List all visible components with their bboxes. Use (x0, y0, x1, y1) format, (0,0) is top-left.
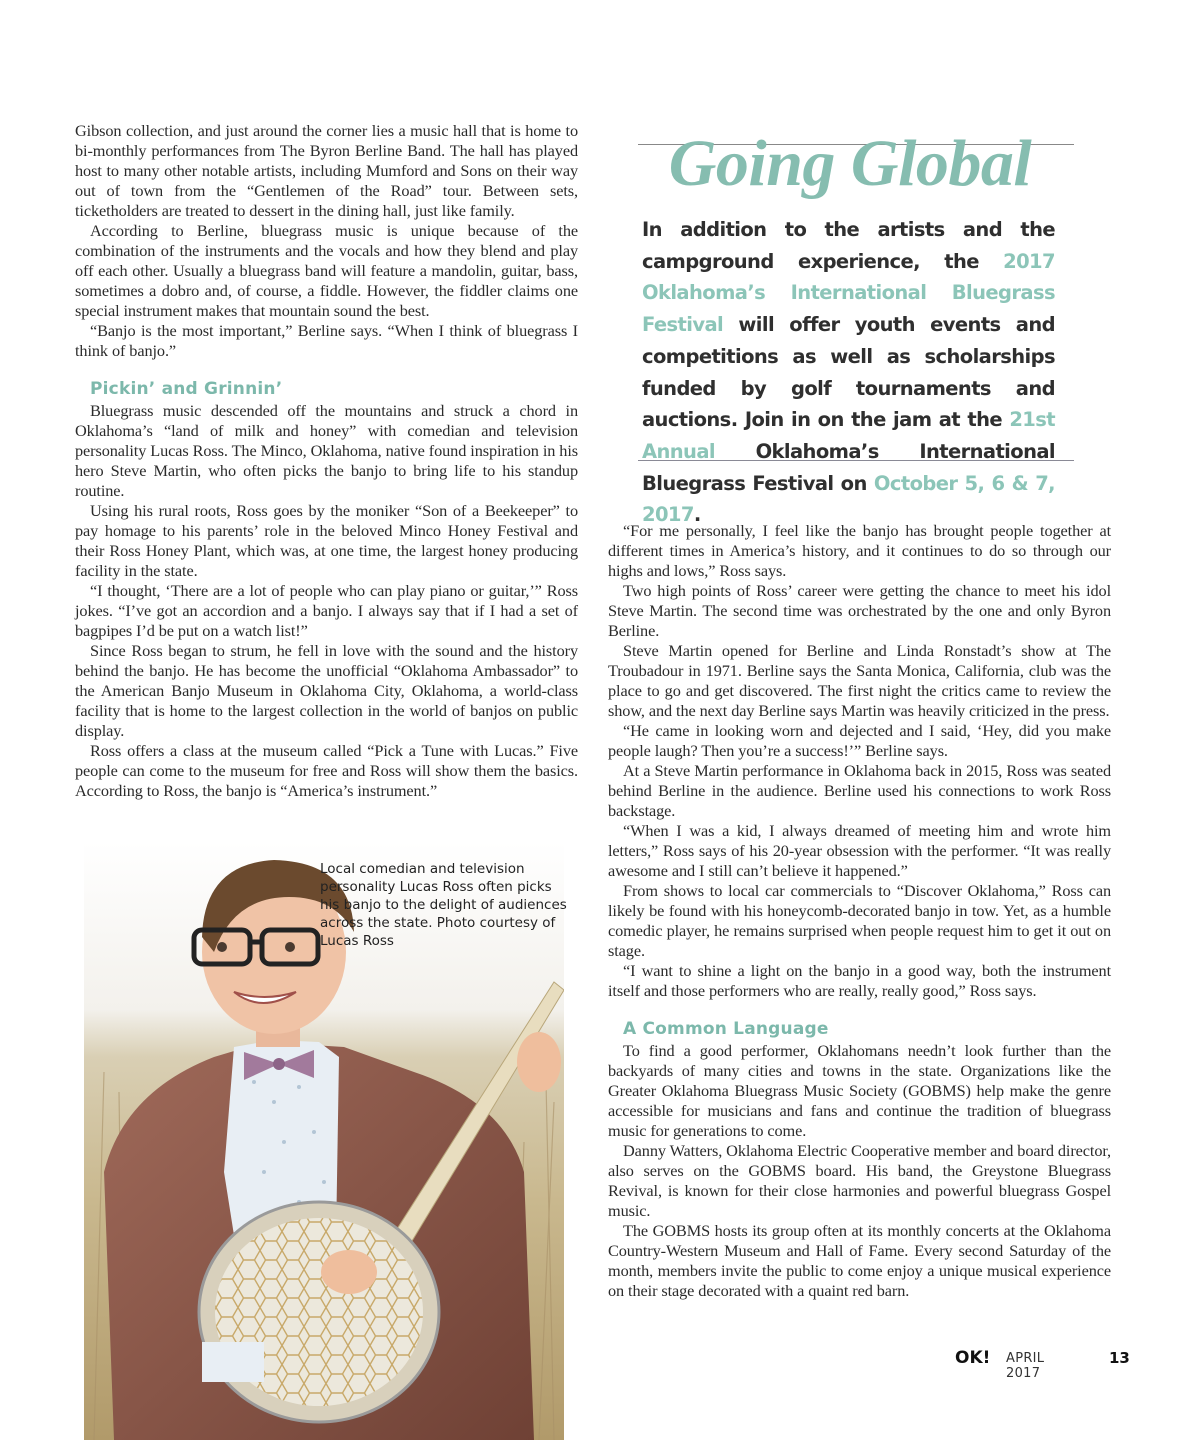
page-number: 13 (1109, 1349, 1130, 1367)
paragraph: Danny Watters, Oklahoma Electric Cooperative member and board director, also serves on the GOBMS board. His band, the Greystone Bluegrass Revival, is known for their close harmonies and powerful bluegrass Gospel music. (608, 1141, 1111, 1220)
section-subhead-common-language: A Common Language (623, 1019, 829, 1039)
paragraph: The GOBMS hosts its group often at its monthly concerts at the Oklahoma Country-Western Museum and Hall of Fame. Every second Saturday of the month, members invite the public to come enjoy a unique musical experience on their stage decorated with a quaint red barn. (608, 1221, 1111, 1300)
going-global-sidebar (638, 127, 1074, 527)
paragraph: “For me personally, I feel like the banjo has brought people together at different times in America’s history, and it continues to do so through our highs and lows,” Ross says. (608, 521, 1111, 580)
section-subhead-pickin: Pickin’ and Grinnin’ (90, 379, 283, 399)
left-article-column (75, 121, 578, 801)
paragraph: Gibson collection, and just around the corner lies a music hall that is home to bi-monthly performances from The Byron Berline Band. The hall has played host to many other notable artists, including Mumford and Sons on their way out of town from the “Gentlemen of the Road” tour. Between sets, ticketholders are treated to dessert in the dining hall, just like family. (75, 121, 578, 220)
right-article-column (608, 521, 1111, 1301)
paragraph: Bluegrass music descended off the mountains and struck a chord in Oklahoma’s “land of milk and honey” with comedian and television personality Lucas Ross. The Minco, Oklahoma, native found inspiration in his hero Steve Martin, who often picks the banjo to bring life to his standup routine. (75, 401, 578, 500)
sidebar-bottom-rule (638, 460, 1074, 461)
paragraph: “Banjo is the most important,” Berline says. “When I think of bluegrass I think of banjo.” (75, 321, 578, 360)
paragraph: “I thought, ‘There are a lot of people who can play piano or guitar,’” Ross jokes. “I’ve got an accordion and a banjo. I always say that if I had a set of bagpipes I’d be put on a watch list!” (75, 581, 578, 640)
paragraph: From shows to local car commercials to “Discover Oklahoma,” Ross can likely be found with his honeycomb-decorated banjo in tow. Yet, as a humble comedic player, he remains surprised when people request him to get it out on stage. (608, 881, 1111, 960)
festival-dates-highlight: October 5, 6 & 7, 2017 (642, 471, 1055, 527)
issue-date: APRIL 2017 (1006, 1351, 1045, 1381)
photo-caption: Local comedian and television personality Lucas Ross often picks his banjo to the delight of audiences across the state. Photo courtesy of Lucas Ross (320, 861, 567, 949)
paragraph: At a Steve Martin performance in Oklahoma back in 2015, Ross was seated behind Berline in the audience. Berline used his connections to work Ross backstage. (608, 761, 1111, 820)
festival-name-highlight: 2017 Oklahoma’s International Bluegrass Festival (642, 249, 1055, 337)
paragraph: Using his rural roots, Ross goes by the moniker “Son of a Beekeeper” to pay homage to his parents’ role in the beloved Minco Honey Festival and their Ross Honey Plant, which was, at one time, the largest honey producing facility in the state. (75, 501, 578, 580)
paragraph: Two high points of Ross’ career were getting the chance to meet his idol Steve Martin. The second time was orchestrated by the one and only Byron Berline. (608, 581, 1111, 640)
sidebar-title: Going Global (668, 127, 1032, 200)
sidebar-intro: In addition to the artists and the campground experience, the 2017 Oklahoma’s International Bluegrass Festival will offer youth events and competitions as well as scholarships funded by golf tournaments and auctions. Join in on the jam at the 21st Annual Oklahoma’s International Bluegrass Festival on October 5, 6 & 7, 2017. (642, 218, 1055, 527)
paragraph: Since Ross began to strum, he fell in love with the sound and the history behind the banjo. He has become the unofficial “Oklahoma Ambassador” to the American Banjo Museum in Oklahoma City, Oklahoma, a world-class facility that is home to the largest collection in the world of banjos on public display. (75, 641, 578, 740)
paragraph: Ross offers a class at the museum called “Pick a Tune with Lucas.” Five people can come to the museum for free and Ross will show them the basics. According to Ross, the banjo is “America’s instrument.” (75, 741, 578, 800)
paragraph: Steve Martin opened for Berline and Linda Ronstadt’s show at The Troubadour in 1971. Berline says the Santa Monica, California, club was the place to go and get discovered. The first night the critics came to review the show, and the next day Berline says Martin was heavily criticized in the press. (608, 641, 1111, 720)
annual-highlight: 21st Annual (642, 408, 1055, 463)
ok-magazine-logo: OK! (955, 1348, 991, 1368)
paragraph: According to Berline, bluegrass music is unique because of the combination of the instruments and the vocals and how they blend and play off each other. Usually a bluegrass band will feature a mandolin, guitar, bass, sometimes a dobro and, of course, a fiddle. However, the fiddler claims one special instrument makes that mountain sound the best. (75, 221, 578, 320)
paragraph: “When I was a kid, I always dreamed of meeting him and wrote him letters,” Ross says of his 20-year obsession with the performer. “It was really awesome and I still can’t believe it happened.” (608, 821, 1111, 880)
paragraph: “I want to shine a light on the banjo in a good way, both the instrument itself and those performers who are really, really good,” Ross says. (608, 961, 1111, 1000)
paragraph: To find a good performer, Oklahomans needn’t look further than the backyards of many cities and towns in the state. Organizations like the Greater Oklahoma Bluegrass Music Society (GOBMS) help make the genre accessible for musicians and fans and continue the tradition of bluegrass music for generations to come. (608, 1041, 1111, 1140)
paragraph: “He came in looking worn and dejected and I said, ‘Hey, did you make people laugh? Then you’re a success!’” Berline says. (608, 721, 1111, 760)
